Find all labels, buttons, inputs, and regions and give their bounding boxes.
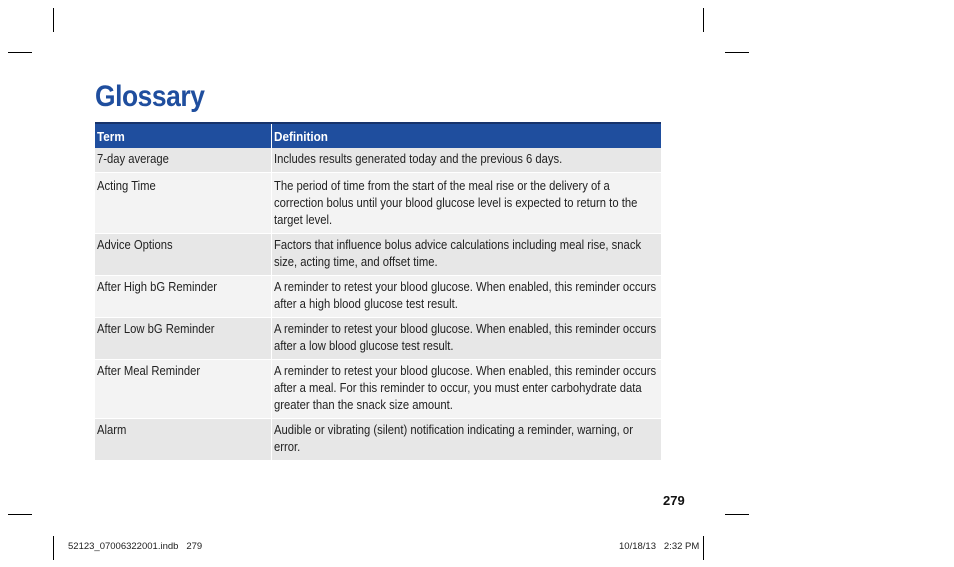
table-row — [95, 234, 661, 276]
crop-mark — [8, 514, 32, 515]
crop-mark — [53, 536, 54, 560]
column-header-definition: Definition — [271, 123, 661, 148]
definition-cell: Audible or vibrating (silent) notification indicating a reminder, warning, or error. — [271, 419, 661, 461]
definition-cell: A reminder to retest your blood glucose. When enabled, this reminder occurs after a low blood glucose test result. — [271, 318, 661, 360]
crop-mark — [53, 8, 54, 32]
footer-file-info: 52123_07006322001.indb 279 — [68, 541, 203, 552]
crop-mark — [725, 514, 749, 515]
crop-mark — [703, 536, 704, 560]
term-cell: After Meal Reminder — [95, 360, 271, 419]
table-header-row — [95, 123, 661, 148]
definition-cell: Factors that influence bolus advice calculations including meal rise, snack size, acting time, and offset time. — [271, 234, 661, 276]
term-cell: Advice Options — [95, 234, 271, 276]
definition-cell: Includes results generated today and the previous 6 days. — [271, 148, 661, 173]
crop-mark — [703, 8, 704, 32]
crop-mark — [8, 52, 32, 53]
definition-cell: A reminder to retest your blood glucose. When enabled, this reminder occurs after a meal. For this reminder to occur, you must enter carbohydrate data greater than the snack size amount. — [271, 360, 661, 419]
footer-datetime: 10/18/13 2:32 PM — [619, 541, 700, 552]
table-row — [95, 419, 661, 461]
glossary-table — [95, 122, 661, 461]
table-row — [95, 318, 661, 360]
page-title: Glossary — [95, 80, 205, 113]
term-cell: Acting Time — [95, 173, 271, 234]
term-cell: Alarm — [95, 419, 271, 461]
crop-mark — [725, 52, 749, 53]
table-row — [95, 276, 661, 318]
term-cell: 7-day average — [95, 148, 271, 173]
term-cell: After High bG Reminder — [95, 276, 271, 318]
column-header-term: Term — [95, 123, 271, 148]
page-number: 279 — [663, 493, 685, 508]
term-cell: After Low bG Reminder — [95, 318, 271, 360]
table-row — [95, 148, 661, 173]
definition-cell: The period of time from the start of the meal rise or the delivery of a correction bolus until your blood glucose level is expected to return to the target level. — [271, 173, 661, 234]
table-row — [95, 173, 661, 234]
table-row — [95, 360, 661, 419]
definition-cell: A reminder to retest your blood glucose. When enabled, this reminder occurs after a high blood glucose test result. — [271, 276, 661, 318]
